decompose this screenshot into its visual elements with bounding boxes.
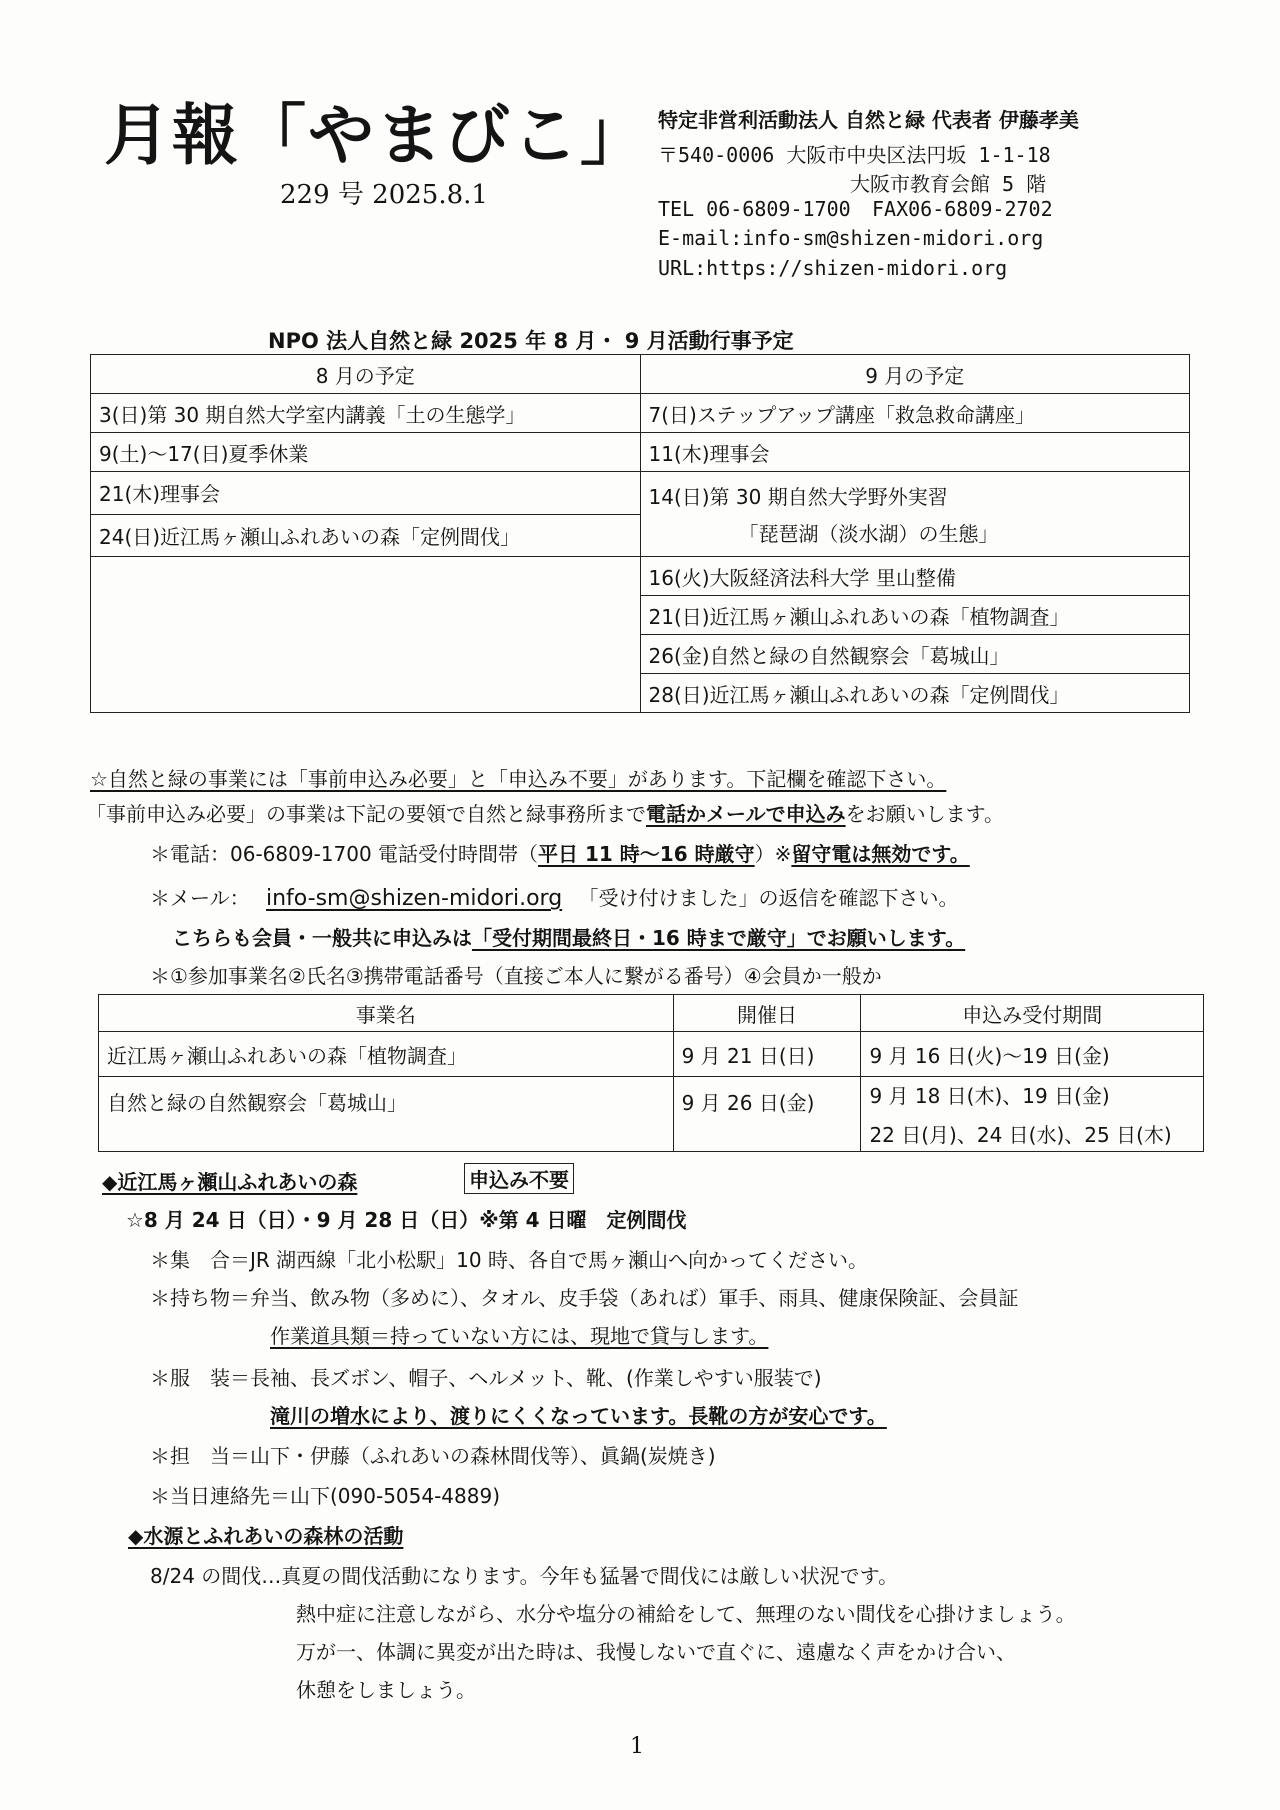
event-name: 近江馬ヶ瀬山ふれあいの森「植物調査」: [99, 1032, 674, 1077]
sep-item-line: 14(日)第 30 期自然大学野外実習: [648, 485, 948, 509]
aug-item: 3(日)第 30 期自然大学室内講義「土の生態学」: [91, 394, 641, 433]
activity-line: 万が一、体調に異変が出た時は、我慢しないで直ぐに、遠慮なく声をかけ合い、: [296, 1640, 1016, 1664]
mail-address-link[interactable]: info-sm@shizen-midori.org: [265, 886, 563, 911]
event-name: 自然と緑の自然観察会「葛城山」: [99, 1077, 674, 1152]
required-items: ＊①参加事業名②氏名③携帯電話番号（直接ご本人に繋がる番号）④会員か一般か: [150, 964, 882, 988]
apply-period: 9 月 16 日(火)～19 日(金): [861, 1032, 1204, 1077]
phone-hours: 平日 11 時～16 時厳守: [538, 842, 755, 866]
col-header: 事業名: [99, 995, 674, 1032]
mail-line: [150, 882, 959, 911]
sep-item: 16(火)大阪経済法科大学 里山整備: [640, 557, 1190, 596]
website-url: URL:https://shizen-midori.org: [658, 256, 1008, 280]
col-header: 開催日: [673, 995, 861, 1032]
notice-text: 「事前申込み必要」の事業は下記の要領で自然と緑事務所まで: [86, 802, 646, 826]
sep-item: [640, 472, 1190, 557]
mail-text: ＊メール：: [150, 886, 250, 910]
phone-text: ＊電話：06-6809-1700 電話受付時間帯（: [150, 842, 539, 866]
meeting-point: ＊集 合＝JR 湖西線「北小松駅」10 時、各自で馬ヶ瀬山へ向かってください。: [150, 1248, 868, 1272]
clothing: ＊服 装＝長袖、長ズボン、帽子、ヘルメット、靴、(作業しやすい服装で): [150, 1366, 822, 1390]
staff-in-charge: ＊担 当＝山下・伊藤（ふれあいの森林間伐等）、眞鍋(炭焼き): [150, 1444, 716, 1468]
newsletter-title: 月報「やまびこ」: [104, 97, 648, 174]
activity-line: 休憩をしましょう。: [296, 1678, 476, 1702]
sep-item: 11(木)理事会: [640, 433, 1190, 472]
sep-item: 28(日)近江馬ヶ瀬山ふれあいの森「定例間伐」: [640, 674, 1190, 713]
organization-name: 特定非営利活動法人 自然と緑 代表者 伊藤孝美: [658, 108, 1079, 132]
notice-text: をお願いします。: [845, 802, 1005, 826]
sep-item: 21(日)近江馬ヶ瀬山ふれあいの森「植物調査」: [640, 596, 1190, 635]
sep-item-line: 「琵琶湖（淡水湖）の生態」: [738, 522, 999, 546]
deadline-line: [172, 922, 965, 951]
notice-line-2: [86, 798, 1004, 827]
forest-dates: ☆8 月 24 日（日）・9 月 28 日（日）※第 4 日曜 定例間伐: [126, 1208, 687, 1232]
forest-heading: ◆近江馬ヶ瀬山ふれあいの森: [102, 1170, 358, 1194]
things-to-bring: ＊持ち物＝弁当、飲み物（多めに）、タオル、皮手袋（あれば）軍手、雨具、健康保険証、会員証: [150, 1286, 1019, 1310]
activity-heading: ◆水源とふれあいの森林の活動: [128, 1524, 404, 1548]
deadline-text: こちらも会員・一般共に申込みは: [172, 926, 472, 950]
river-warning: 滝川の増水により、渡りにくくなっています。長靴の方が安心です。: [270, 1404, 887, 1428]
answering-machine-note: 留守電は無効です。: [791, 842, 970, 866]
col-header: 申込み受付期間: [861, 995, 1204, 1032]
email-address: E-mail:info-sm@shizen-midori.org: [658, 226, 1044, 250]
table-row: [99, 1077, 1204, 1152]
sep-item: 26(金)自然と緑の自然観察会「葛城山」: [640, 635, 1190, 674]
aug-item: 21(木)理事会: [91, 472, 641, 515]
aug-header: 8 月の予定: [91, 355, 641, 394]
deadline-emphasis: 「受付期間最終日・16 時まで厳守」でお願いします。: [472, 926, 966, 950]
sep-header: 9 月の予定: [640, 355, 1190, 394]
page-number: 1: [630, 1734, 644, 1759]
aug-item: 24(日)近江馬ヶ瀬山ふれあいの森「定例間伐」: [91, 514, 641, 557]
schedule-title: NPO 法人自然と緑 2025 年 8 月・ 9 月活動行事予定: [268, 329, 794, 353]
postal-address: 〒540-0006 大阪市中央区法円坂 1-1-18: [658, 143, 1051, 167]
notice-emphasis: 電話かメールで申込み: [646, 802, 846, 826]
apply-period-line: 22 日(月)、24 日(水)、25 日(木): [869, 1123, 1172, 1147]
day-contact: ＊当日連絡先＝山下(090-5054-4889): [150, 1484, 501, 1508]
mail-text: 「受け付けました」の返信を確認下さい。: [578, 886, 959, 910]
building-address: 大阪市教育会館 5 階: [850, 172, 1047, 196]
schedule-table: [90, 354, 1190, 713]
tools-note: 作業道具類＝持っていない方には、現地で貸与します。: [270, 1324, 769, 1348]
apply-period-line: 9 月 18 日(木)、19 日(金): [869, 1084, 1110, 1108]
sep-item: 7(日)ステップアップ講座「救急救命講座」: [640, 394, 1190, 433]
table-row: [99, 1032, 1204, 1077]
notice-line-1: ☆自然と緑の事業には「事前申込み必要」と「申込み不要」があります。下記欄を確認下さい。: [90, 767, 947, 791]
event-date: 9 月 21 日(日): [673, 1032, 861, 1077]
phone-text: ）※: [754, 842, 792, 866]
apply-period: [861, 1077, 1204, 1152]
fax-number: FAX06-6809-2702: [872, 197, 1053, 221]
application-table: [98, 994, 1204, 1152]
aug-item: 9(土)～17(日)夏季休業: [91, 433, 641, 472]
activity-line: 熱中症に注意しながら、水分や塩分の補給をして、無理のない間伐を心掛けましょう。: [296, 1602, 1076, 1626]
activity-line: 8/24 の間伐…真夏の間伐活動になります。今年も猛暑で間伐には厳しい状況です。: [150, 1564, 899, 1588]
tel-number: TEL 06-6809-1700: [658, 197, 851, 221]
no-apply-badge: 申込み不要: [464, 1163, 574, 1194]
issue-date: 229 号 2025.8.1: [280, 180, 488, 210]
aug-empty-cell: [91, 557, 641, 713]
phone-line: [150, 838, 970, 867]
event-date: 9 月 26 日(金): [673, 1077, 861, 1152]
